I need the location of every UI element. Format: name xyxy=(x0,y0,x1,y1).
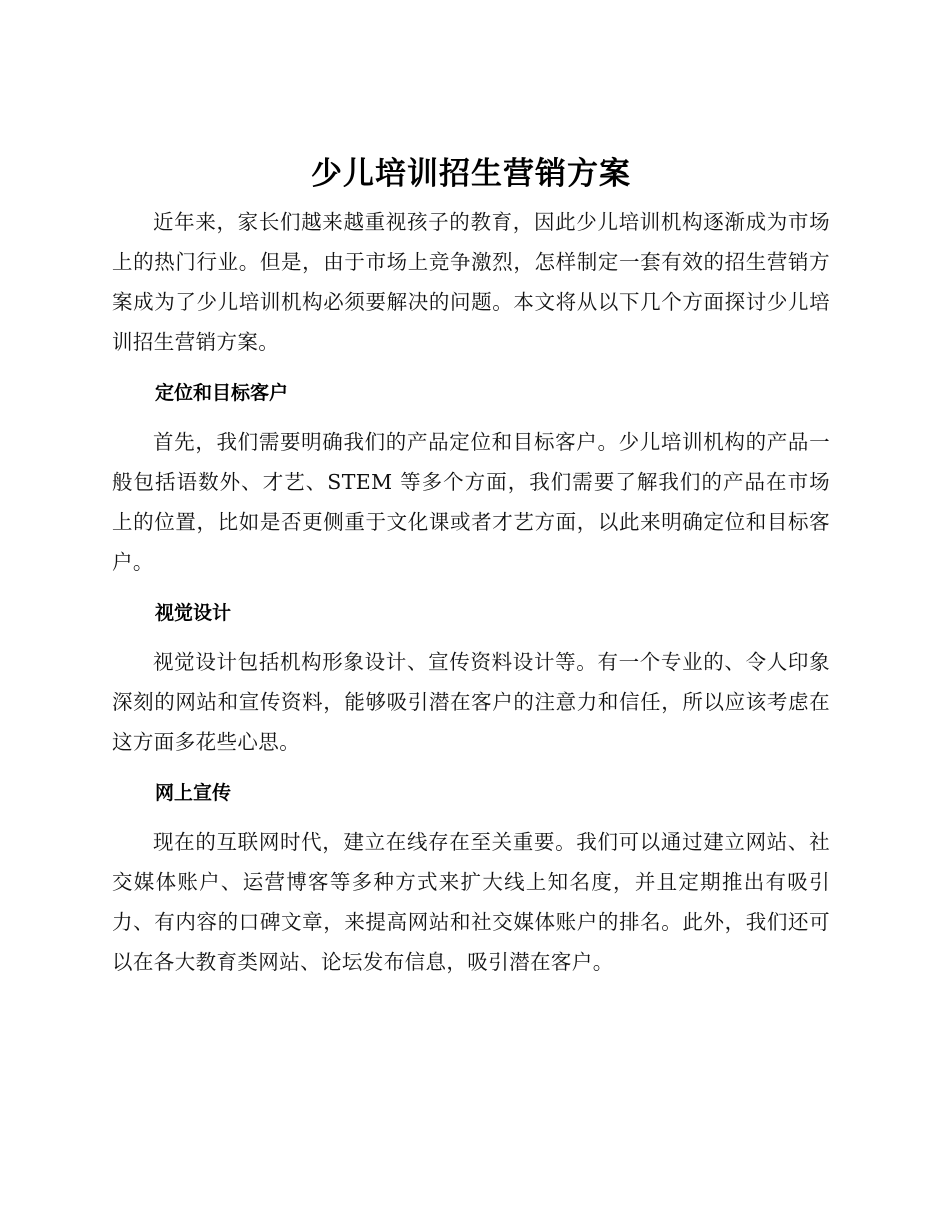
section-body-positioning: 首先，我们需要明确我们的产品定位和目标客户。少儿培训机构的产品一般包括语数外、才艺、STEM 等多个方面，我们需要了解我们的产品在市场上的位置，比如是否更侧重于文化课或者才艺方面，以此来明确定位和目标客户。 xyxy=(112,430,830,574)
section-heading-visual-design: 视觉设计 xyxy=(155,602,232,624)
intro-paragraph: 近年来，家长们越来越重视孩子的教育，因此少儿培训机构逐渐成为市场上的热门行业。但是，由于市场上竞争激烈，怎样制定一套有效的招生营销方案成为了少儿培训机构必须要解决的问题。本文将从以下几个方面探讨少儿培训招生营销方案。 xyxy=(112,210,830,354)
document-title: 少儿培训招生营销方案 xyxy=(311,156,631,192)
section-heading-positioning: 定位和目标客户 xyxy=(155,382,289,404)
section-heading-online-promotion: 网上宣传 xyxy=(155,782,232,804)
document-page xyxy=(112,152,830,982)
section-body-online-promotion: 现在的互联网时代，建立在线存在至关重要。我们可以通过建立网站、社交媒体账户、运营博客等多种方式来扩大线上知名度，并且定期推出有吸引力、有内容的口碑文章，来提高网站和社交媒体账户的排名。此外，我们还可以在各大教育类网站、论坛发布信息，吸引潜在客户。 xyxy=(112,830,830,974)
section-body-visual-design: 视觉设计包括机构形象设计、宣传资料设计等。有一个专业的、令人印象深刻的网站和宣传资料，能够吸引潜在客户的注意力和信任，所以应该考虑在这方面多花些心思。 xyxy=(112,650,830,754)
